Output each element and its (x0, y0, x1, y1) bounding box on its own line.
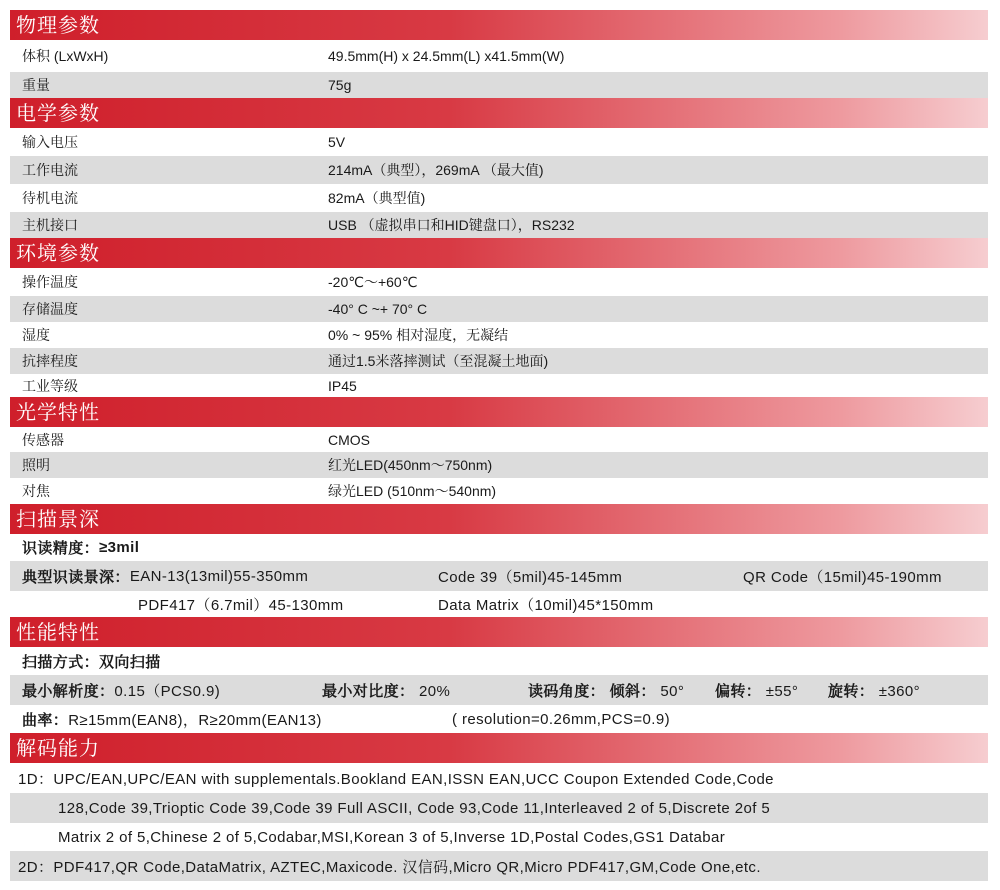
tilt-value: 50° (660, 682, 685, 700)
spec-value: 0% ~ 95% 相对湿度，无凝结 (328, 327, 509, 343)
precision-label: 识读精度： (22, 540, 100, 557)
min-res-label: 最小解析度： (22, 682, 115, 700)
depth-datamatrix: Data Matrix（10mil)45*150mm (438, 596, 654, 614)
spec-label: 工业等级 (22, 377, 78, 394)
section-title-optical: 光学特性 (10, 397, 988, 427)
typical-depth-line-2 (10, 591, 988, 617)
spec-row-ip-rating (10, 374, 988, 397)
spec-label: 重量 (22, 77, 50, 93)
spec-value: CMOS (328, 431, 370, 448)
spec-row-input-voltage (10, 128, 988, 156)
spec-row-weight (10, 72, 988, 98)
spec-value: 通过1.5米落摔测试（至混凝土地面) (328, 353, 549, 369)
spec-value: 75g (328, 77, 352, 93)
spec-label: 抗摔程度 (22, 353, 78, 369)
min-contrast-label: 最小对比度： (322, 682, 415, 700)
spec-value: -40° C ~+ 70° C (328, 301, 428, 317)
section-title-physical: 物理参数 (10, 10, 988, 40)
typical-depth-label: 典型识读景深： (22, 568, 130, 586)
angle-label: 读码角度： (528, 682, 606, 700)
spec-row-host-interface (10, 212, 988, 238)
spec-value: USB （虚拟串口和HID键盘口），RS232 (328, 217, 575, 233)
decoding-text: Matrix 2 of 5,Chinese 2 of 5,Codabar,MSI,Korean 3 of 5,Inverse 1D,Postal Codes,GS1 Databar (58, 828, 726, 846)
spec-value: 49.5mm(H) x 24.5mm(L) x41.5mm(W) (328, 48, 565, 64)
section-title-depth: 扫描景深 (10, 504, 988, 534)
spec-value: 绿光LED (510nm～540nm) (328, 483, 497, 499)
spec-label: 操作温度 (22, 274, 78, 290)
spec-row-working-current (10, 156, 988, 184)
spec-label: 对焦 (22, 483, 50, 499)
spec-label: 待机电流 (22, 190, 78, 206)
spec-label: 存储温度 (22, 301, 78, 317)
decoding-line-2 (10, 793, 988, 823)
spec-row-focus (10, 478, 988, 504)
depth-pdf417: PDF417（6.7mil）45-130mm (138, 596, 344, 614)
min-contrast-value: 20% (418, 682, 451, 700)
min-res-value: 0.15（PCS0.9) (114, 682, 221, 700)
curvature-line (10, 705, 988, 733)
spec-row-drop-resistance (10, 348, 988, 374)
angle-group (528, 680, 684, 701)
spec-row-sensor (10, 427, 988, 452)
section-title-environment: 环境参数 (10, 238, 988, 268)
spec-row-illumination (10, 452, 988, 478)
decoding-line-4 (10, 851, 988, 881)
spec-value: 红光LED(450nm～750nm) (328, 457, 493, 473)
decoding-text: 2D：PDF417,QR Code,DataMatrix, AZTEC,Maxicode. 汉信码,Micro QR,Micro PDF417,GM,Code One,etc. (18, 858, 761, 876)
spec-value: 214mA（典型），269mA （最大值) (328, 162, 544, 178)
scan-mode-label: 扫描方式： (22, 653, 100, 671)
depth-qr: QR Code（15mil)45-190mm (743, 568, 942, 586)
spec-row-humidity (10, 322, 988, 348)
scan-mode-line (10, 647, 988, 675)
resolution-line (10, 675, 988, 705)
spec-row-standby-current (10, 184, 988, 212)
precision-line (10, 534, 988, 561)
section-title-performance: 性能特性 (10, 617, 988, 647)
resolution-note: ( resolution=0.26mm,PCS=0.9) (452, 710, 670, 728)
scan-mode-value: 双向扫描 (99, 653, 161, 671)
decoding-text: 128,Code 39,Trioptic Code 39,Code 39 Full ASCII, Code 93,Code 11,Interleaved 2 of 5,Discrete 2of 5 (58, 799, 771, 817)
skew-group (715, 680, 798, 701)
spec-value: 82mA（典型值) (328, 190, 426, 206)
spec-value: -20℃～+60℃ (328, 274, 418, 290)
skew-value: ±55° (765, 682, 799, 700)
section-title-decoding: 解码能力 (10, 733, 988, 763)
decoding-line-3 (10, 823, 988, 851)
curvature-value: R≥15mm(EAN8)，R≥20mm(EAN13) (68, 711, 322, 729)
precision-value: ≥3mil (99, 539, 140, 556)
spec-row-storage-temp (10, 296, 988, 322)
spec-label: 主机接口 (22, 217, 78, 233)
decoding-line-1 (10, 763, 988, 793)
spec-sheet (10, 10, 988, 881)
min-contrast-group (322, 680, 450, 701)
decoding-text: 1D：UPC/EAN,UPC/EAN with supplementals.Bookland EAN,ISSN EAN,UCC Coupon Extended Code,Code (18, 770, 774, 788)
section-title-electrical: 电学参数 (10, 98, 988, 128)
spec-label: 湿度 (22, 327, 50, 343)
rotate-label: 旋转： (828, 682, 875, 700)
spec-label: 照明 (22, 457, 50, 473)
rotate-value: ±360° (878, 682, 921, 700)
spec-label: 输入电压 (22, 134, 78, 150)
skew-label: 偏转： (715, 682, 762, 700)
spec-label: 工作电流 (22, 162, 78, 178)
tilt-label: 倾斜： (609, 682, 656, 700)
spec-label: 体积 (LxWxH) (22, 48, 109, 64)
spec-value: 5V (328, 134, 346, 150)
depth-ean13: EAN-13(13mil)55-350mm (129, 567, 309, 585)
spec-row-operating-temp (10, 268, 988, 296)
typical-depth-line (10, 561, 988, 591)
curvature-label: 曲率： (22, 711, 69, 729)
spec-value: IP45 (328, 377, 357, 394)
spec-label: 传感器 (22, 431, 64, 448)
rotate-group (828, 680, 920, 701)
spec-row-volume (10, 40, 988, 72)
depth-code39: Code 39（5mil)45-145mm (438, 568, 623, 586)
